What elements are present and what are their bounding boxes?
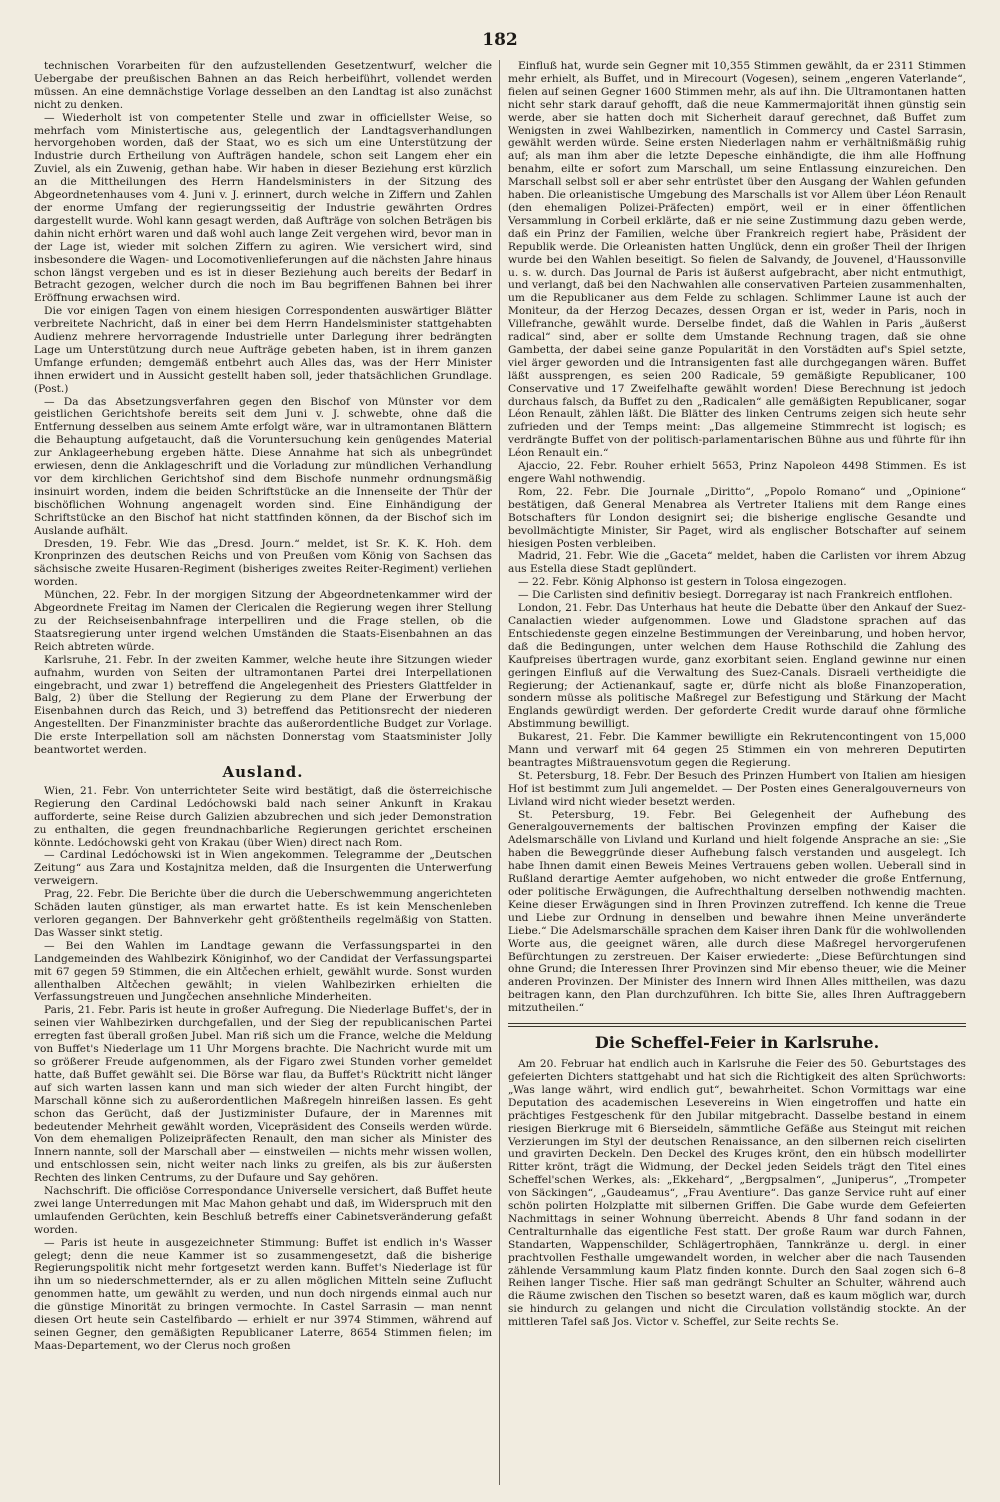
- article-paragraph: — Die Carlisten sind definitiv besiegt. Dorregaray ist nach Frankreich entflohen.: [518, 589, 953, 602]
- article-paragraph: London, 21. Febr. Das Unterhaus hat heute die Debatte über den Ankauf der Suez-Canalactien wieder aufgenommen. Lowe und Gladstone sprachen auf das Entschiedenste gegen einzelne Bestimmungen der Vereinbarung, und hoben hervor, daß die Bedingungen, unter welchen dem Hause Rothschild die Zahlung des Kaufpreises übertragen wurde, ganz exorbitant seien. England gewinne nur einen geringen Einfluß auf die Verwaltung des Suez-Canals. Disraeli vertheidigte die Regierung; der Actienankauf, sagte er, dürfe nicht als bloße Finanzoperation, sondern müsse als politische Maßregel zur Befestigung und Stärkung der Macht Englands gewürdigt werden. Der geforderte Credit wurde darauf ohne förmliche Abstimmung bewilligt.: [508, 602, 966, 731]
- article-paragraph: Rom, 22. Febr. Die Journale „Diritto“, „Popolo Romano“ und „Opinione“ bestätigen, daß General Menabrea als Vertreter Italiens mit dem Range eines Botschafters für London designirt sei; die bisherige englische Gesandte und bevollmächtigte Minister, Sir Paget, wird als englischer Botschafter auf seinem hiesigen Posten verbleiben.: [508, 485, 966, 550]
- article-paragraph: München, 22. Febr. In der morgigen Sitzung der Abgeordnetenkammer wird der Abgeordnete Freitag im Namen der Clericalen die Regierung wegen ihrer Stellung zu der Reichseisenbahnfrage interpelliren und die Frage stellen, ob die Staatsregierung unter irgend welchen Umständen die Staats-Eisenbahnen an das Reich abtreten würde.: [34, 589, 492, 653]
- feuilleton-rule: [508, 1023, 966, 1027]
- article-paragraph: technischen Vorarbeiten für den aufzustellenden Gesetzentwurf, welcher die Uebergabe der preußischen Bahnen an das Reich herbeiführt, vollendet werden müssen. An eine demnächstige Vorlage desselben an den Landtag ist also zunächst nicht zu denken.: [34, 60, 492, 111]
- article-paragraph: Ajaccio, 22. Febr. Rouher erhielt 5653, Prinz Napoleon 4498 Stimmen. Es ist engere Wahl nothwendig.: [508, 460, 966, 485]
- page-number: 182: [482, 30, 518, 50]
- article-paragraph: Prag, 22. Febr. Die Berichte über die durch die Ueberschwemmung angerichteten Schäden lauten günstiger, als man erwartet hatte. Es ist kein Menschenleben verloren gegangen. Der Bahnverkehr geht größtentheils regelmäßig von Statten. Das Wasser sinkt stetig.: [34, 888, 492, 939]
- article-paragraph: Karlsruhe, 21. Febr. In der zweiten Kammer, welche heute ihre Sitzungen wieder aufnahm, wurden von Seiten der ultramontanen Partei drei Interpellationen eingebracht, und zwar 1) betreffend die Angelegenheit des Priesters Glattfelder in Balg, 2) über die Stellung der Regierung zu dem Plane der Erwerbung der Eisenbahnen durch das Reich, und 3) betreffend das Petitionsrecht der niederen Angestellten. Der Finanzminister brachte das außerordentliche Budget zur Vorlage. Die erste Interpellation soll am nächsten Donnerstag vom Staatsminister Jolly beantwortet werden.: [34, 653, 492, 757]
- article-paragraph: St. Petersburg, 18. Febr. Der Besuch des Prinzen Humbert von Italien am hiesigen Hof ist bestimmt zum Juli angemeldet. — Der Posten eines Generalgouverneurs von Livland wird nicht wieder besetzt werden.: [508, 769, 966, 808]
- left-column: [34, 60, 492, 1485]
- article-paragraph: Dresden, 19. Febr. Wie das „Dresd. Journ.“ meldet, ist Sr. K. K. Hoh. dem Kronprinzen des deutschen Reichs und von Preußen vom König von Sachsen das sächsische zweite Husaren-Regiment (bisheriges zweites Reiter-Regiment) verliehen worden.: [34, 537, 492, 589]
- article-paragraph: Die vor einigen Tagen von einem hiesigen Correspondenten auswärtiger Blätter verbreitete Nachricht, daß in einer bei dem Herrn Handelsminister stattgehabten Audienz mehrere hervorragende Industrielle unter Darlegung ihrer bedrängten Lage um Unterstützung durch neue Aufträge gebeten haben, ist in ihrem ganzen Umfange erfunden; demgemäß entbehrt auch Alles das, was der Herr Minister ihnen erwidert und in Aussicht gestellt haben soll, jeder thatsächlichen Grundlage. (Post.): [34, 305, 492, 395]
- right-column: [508, 60, 966, 1485]
- article-paragraph: St. Petersburg, 19. Febr. Bei Gelegenheit der Aufhebung des Generalgouvernements der baltischen Provinzen empfing der Kaiser die Adelsmarschälle von Livland und Kurland und hielt folgende Ansprache an sie: „Sie haben die Beweggründe dieser Aufhebung falsch verstanden und ausgelegt. Ich habe Ihnen damit einen Beweis Meines Vertrauens geben wollen. Ueberall sind in Rußland derartige Aemter aufgehoben, wo nicht entweder die große Entfernung, oder politische Erwägungen, die Aufrechthaltung derselben nothwendig machten. Keine dieser Erwägungen sind in Ihren Provinzen zutreffend. Ich kenne die Treue und Liebe zur Ordnung in denselben und bewahre ihnen Meine unveränderte Liebe.“ Die Adelsmarschälle sprachen dem Kaiser ihren Dank für die wohlwollenden Worte aus, die geeignet wären, alle durch diese Maßregel hervorgerufenen Befürchtungen zu zerstreuen. Der Kaiser erwiederte: „Diese Befürchtungen sind ohne Grund; die Interessen Ihrer Provinzen sind Mir ebenso theuer, wie die Meiner anderen Provinzen. Der Minister des Innern wird Ihnen Alles mittheilen, was dazu beitragen kann, den Plan durchzuführen. Ich bitte Sie, alles Ihren Auftraggebern mitzutheilen.“: [508, 808, 966, 1015]
- article-paragraph: Bukarest, 21. Febr. Die Kammer bewilligte ein Rekrutencontingent von 15,000 Mann und verwarf mit 64 gegen 25 Stimmen ein von mehreren Deputirten beantragtes Mißtrauensvotum gegen die Regierung.: [508, 731, 966, 769]
- article-paragraph: — 22. Febr. König Alphonso ist gestern in Tolosa eingezogen.: [518, 576, 847, 589]
- article-paragraph: — Wiederholt ist von competenter Stelle und zwar in officiellster Weise, so mehrfach vom Ministertische aus, gelegentlich der Landtagsverhandlungen hervorgehoben worden, daß der Staat, wo es sich um eine Unterstützung der Industrie durch Ertheilung von Aufträgen handele, schon seit Langem eher ein Zuviel, als ein Zuwenig, gethan habe. Wir haben in dieser Beziehung erst kürzlich an die Mittheilungen des Herrn Handelsministers in der Sitzung des Abgeordnetenhauses vom 4. Juni v. J. erinnert, durch welche in Ziffern und Zahlen der enorme Umfang der regierungsseitig der Industrie gewährten Ordres dargestellt wurde. Wohl kann gesagt werden, daß Aufträge von solchen Beträgen bis dahin nicht erhört waren und daß wohl auch lange Zeit vergehen wird, bevor man in der Lage ist, wieder mit solchen Ziffern zu agiren. Wie versichert wird, sind insbesondere die Wagen- und Locomotivenlieferungen auf die nächsten Jahre hinaus schon längst vergeben und es ist in dieser Beziehung auch bereits der Bedarf in Betracht gezogen, welcher durch die noch im Bau begriffenen Bahnen bei ihrer Eröffnung erwachsen wird.: [34, 111, 492, 305]
- article-paragraph: — Bei den Wahlen im Landtage gewann die Verfassungspartei in den Landgemeinden des Wahlbezirk Königinhof, wo der Candidat der Verfassungspartei mit 67 gegen 59 Stimmen, die ein Altčechen erhielt, gewählt wurde. Sonst wurden allenthalben Altčechen gewählt; in vielen Wahlbezirken erhielten die Verfassungstreuen und Jungčechen ansehnliche Minderheiten.: [34, 939, 492, 1004]
- feuilleton-heading: Die Scheffel-Feier in Karlsruhe.: [594, 1033, 880, 1053]
- article-paragraph: Einfluß hat, wurde sein Gegner mit 10,355 Stimmen gewählt, da er 2311 Stimmen mehr erhielt, als Buffet, und in Mirecourt (Vogesen), seinem „engeren Vaterlande“, fielen auf seinen Gegner 1600 Stimmen mehr, als auf ihn. Die Ultramontanen hatten nicht sehr stark darauf gehofft, daß die neue Kammermajorität ihnen günstig sein werde, aber sie hatten doch mit Sicherheit darauf gerechnet, daß Buffet zum Wenigsten in zwei Wahlbezirken, namentlich in Commercy und Castel Sarrasin, gewählt werden würde. Seine ersten Niederlagen nahm er verhältnißmäßig ruhig auf; als man ihm aber die letzte Depesche einhändigte, die ihm alle Hoffnung benahm, eilte er sofort zum Marschall, um seine Entlassung einzureichen. Den Marschall selbst soll er aber sehr entrüstet über den Ausgang der Wahlen gefunden haben. Die orleanistische Umgebung des Marschalls ist vor Allem über Léon Renault (den ehemaligen Polizei-Präfecten) empört, weil er in einer öffentlichen Versammlung in Corbeil erklärte, daß er nie seine Zustimmung dazu geben werde, daß ein Prinz der Familien, welche über Frankreich regiert habe, Präsident der Republik werde. Die Orleanisten hatten Unglück, denn ein großer Theil der Ihrigen wurde bei den Wahlen beseitigt. So fielen de Salvandy, de Jouvenel, d'Haussonville u. s. w. durch. Das Journal de Paris ist äußerst aufgebracht, aber nicht entmuthigt, und verlangt, daß bei den Nachwahlen alle conservativen Parteien zusammenhalten, um die Republicaner aus dem Felde zu schlagen. Schlimmer Laune ist auch der Moniteur, da der Herzog Decazes, dessen Organ er ist, weder in Paris, noch in Villefranche, gewählt wurde. Derselbe findet, daß die Wahlen in Paris „äußerst radical“ sind, aber er sollte dem Umstande Rechnung tragen, daß sie ohne Gambetta, der dabei seine ganze Popularität in den Vorstädten auf's Spiel setzte, viel ärger geworden und die Intransigenten fast alle durchgegangen wären. Buffet läßt aussprengen, es seien 200 Radicale, 59 gemäßigte Republicaner, 100 Conservative und 17 Zweifelhafte gewählt worden! Diese Berechnung ist jedoch durchaus falsch, da Buffet zu den „Radicalen“ alle gemäßigten Republicaner, sogar Léon Renault, zählen läßt. Die Blätter des linken Centrums zeigen sich heute sehr zufrieden und der Temps meint: „Das allgemeine Stimmrecht ist logisch; es verdrängte Buffet von der politisch-parlamentarischen Bühne aus und führte für ihn Léon Renault ein.“: [508, 60, 966, 460]
- columns: [34, 60, 966, 1485]
- article-paragraph: Nachschrift. Die officiöse Correspondance Universelle versichert, daß Buffet heute zwei lange Unterredungen mit Mac Mahon gehabt und daß, im Widerspruch mit den umlaufenden Gerüchten, kein Beschluß betreffs einer Cabinetsveränderung gefaßt worden.: [34, 1185, 492, 1236]
- article-paragraph: Madrid, 21. Febr. Wie die „Gaceta“ meldet, haben die Carlisten vor ihrem Abzug aus Estella diese Stadt geplündert.: [508, 550, 966, 576]
- article-paragraph: Paris, 21. Febr. Paris ist heute in großer Aufregung. Die Niederlage Buffet's, der in seinen vier Wahlbezirken durchgefallen, und der Sieg der republicanischen Partei erregten fast überall großen Jubel. Man riß sich um die France, welche die Meldung von Buffet's Niederlage um 11 Uhr Morgens brachte. Die Nachricht wurde mit um so größerer Freude aufgenommen, als der Figaro zwei Stunden vorher gemeldet hatte, daß Buffet gewählt sei. Die Börse war flau, da Buffet's Rücktritt nicht länger auf sich warten lassen kann und man sich wieder der alten Furcht hingibt, der Marschall könne sich zu außerordentlichen Maßregeln hinreißen lassen. Es geht schon das Gerücht, daß der Justizminister Dufaure, der in Marennes mit bedeutender Mehrheit gewählt worden, Vicepräsident des Conseils werden würde. Von dem ehemaligen Polizeipräfecten Renault, den man sicher als Minister des Innern nannte, soll der Marschall aber — einstweilen — nichts mehr wissen wollen, und entschlossen sein, nicht weiter nach links zu greifen, als bis zur äußersten Rechten des linken Centrums, zu der Dufaure und Say gehören.: [34, 1004, 492, 1185]
- article-paragraph: — Paris ist heute in ausgezeichneter Stimmung: Buffet ist endlich in's Wasser gelegt; denn die neue Kammer ist so zusammengesetzt, daß die bisherige Regierungspolitik nicht mehr fortgesetzt werden kann. Buffet's Niederlage ist für ihn um so niederschmetternder, als er zu allen möglichen Mitteln seine Zuflucht genommen hatte, um gewählt zu werden, und nun doch nirgends einmal auch nur die günstige Minorität zu bringen vermochte. In Castel Sarrasin — man nennt diesen Ort heute sein Castelfibardo — erhielt er nur 3974 Stimmen, während auf seinen Gegner, den gemäßigten Republicaner Laterre, 8654 Stimmen fielen; im Maas-Departement, wo der Clerus noch großen: [34, 1236, 492, 1352]
- article-paragraph: — Cardinal Ledóchowski ist in Wien angekommen. Telegramme der „Deutschen Zeitung“ aus Zara und Kostajnitza melden, daß die Insurgenten die Unterwerfung verweigern.: [34, 849, 492, 888]
- article-paragraph: — Da das Absetzungsverfahren gegen den Bischof von Münster vor dem geistlichen Gerichtshofe bereits seit dem Juni v. J. schwebte, ohne daß die Entfernung desselben aus seinem Amte erfolgt wäre, war in ultramontanen Blättern die Behauptung aufgetaucht, daß die Voruntersuchung kein genügendes Material zur Anklageerhebung ergeben hätte. Diese Annahme hat sich als unbegründet erwiesen, denn die Anklageschrift und die Vorladung zur mündlichen Verhandlung vor dem kirchlichen Gerichtshof sind dem Bischofe nunmehr ordnungsmäßig insinuirt worden, indem die beiden Schriftstücke an die Innenseite der Thür der bischöflichen Wohnung angenagelt worden sind. Eine Einhändigung der Schriftstücke an den Bischof hat nicht stattfinden können, da der Bischof sich im Auslande aufhält.: [34, 395, 492, 537]
- article-paragraph: Am 20. Februar hat endlich auch in Karlsruhe die Feier des 50. Geburtstages des gefeierten Dichters stattgehabt und hat sich die Richtigkeit des alten Sprüchworts: „Was lange währt, wird endlich gut“, bewahrheitet. Schon Vormittags war eine Deputation des academischen Lesevereins in Wien eingetroffen und hatte ein prächtiges Festgeschenk für den Jubilar mitgebracht. Dasselbe bestand in einem riesigen Bierkruge mit 6 Bierseideln, sämmtliche Gefäße aus Steingut mit reichen Verzierungen im Styl der deutschen Renaissance, an den silbernen reich ciselirten und gravirten Deckeln. Den Deckel des Kruges krönt, den ein hübsch modellirter Ritter krönt, trägt die Widmung, der Deckel jeden Seidels trägt den Titel eines Scheffel'schen Werkes, als: „Ekkehard“, „Bergpsalmen“, „Juniperus“, „Trompeter von Säckingen“, „Gaudeamus“, „Frau Aventiure“. Das ganze Service ruht auf einer schön polirten Holzplatte mit silbernen Griffen. Die Gabe wurde dem Gefeierten Nachmittags in seiner Wohnung überreicht. Abends 8 Uhr fand sodann in der Centralturnhalle das eigentliche Fest statt. Der große Raum war durch Fahnen, Standarten, Wappenschilder, Schlägertrophäen, Tannkränze u. dergl. in einer prachtvollen Festhalle umgewandelt worden, in welcher aber die nach Tausenden zählende Versammlung kaum Platz finden konnte. Durch den Saal zogen sich 6–8 Reihen langer Tische. Hier saß man gedrängt Schulter an Schulter, während auch die Räume zwischen den Tischen so besetzt waren, daß es kaum möglich war, durch sie hindurch zu gelangen und nicht die Circulation vollständig stockte. An der mittleren Tafel saß Jos. Victor v. Scheffel, zur Seite rechts Se.: [508, 1058, 966, 1329]
- article-paragraph: Wien, 21. Febr. Von unterrichteter Seite wird bestätigt, daß die österreichische Regierung den Cardinal Ledóchowski bald nach seiner Ankunft in Krakau aufforderte, seine Reise durch Galizien abzubrechen und sich jeder Demonstration zu enthalten, die gegen freundnachbarliche Regierungen gerichtet erscheinen könnte. Ledóchowski geht von Krakau (über Wien) direct nach Rom.: [34, 784, 492, 849]
- section-heading: Ausland.: [222, 762, 304, 781]
